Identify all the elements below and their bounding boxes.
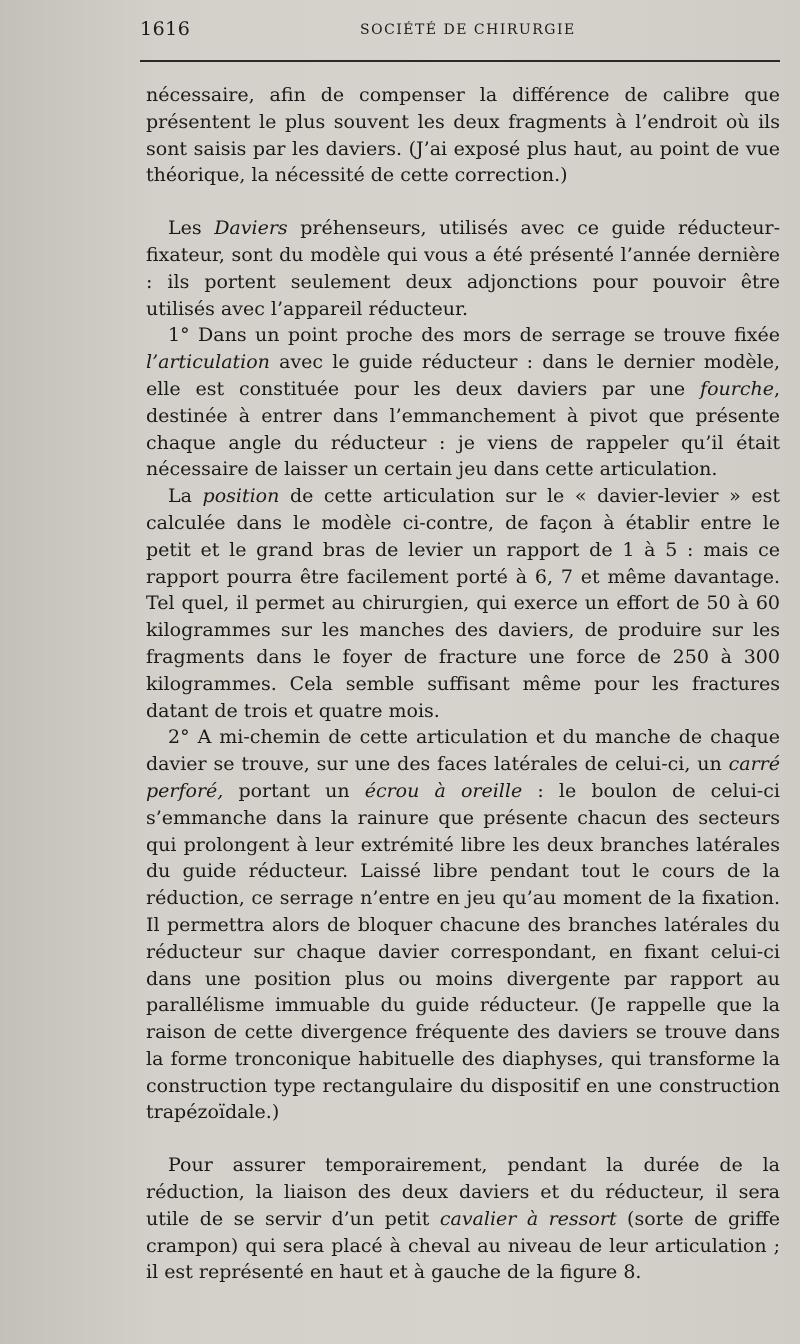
- paragraph-3-text-e: , destinée à entrer dans l’emmanchement à pivot que présente chaque angle du réducteur : je viens de rappeler qu’il était nécessaire de laisser un certain jeu dans cette articulation.: [146, 377, 780, 481]
- running-title: SOCIÉTÉ DE CHIRURGIE: [360, 22, 576, 38]
- paragraph-4-italic-position: position: [202, 485, 280, 508]
- paragraph-2-italic-daviers: Daviers: [214, 217, 288, 240]
- header-rule: [140, 60, 780, 62]
- page-number: 1616: [140, 18, 191, 40]
- paragraph-3: [146, 322, 780, 483]
- paragraph-gap: [146, 1126, 780, 1152]
- paragraph-gap: [146, 189, 780, 215]
- paragraph-5: [146, 724, 780, 1126]
- paragraph-5-text-e: : le boulon de celui-ci s’emmanche dans la rainure que présente chacun des secteurs qui prolongent à leur extrémité libre les deux branches latérales du guide réducteur. Laissé libre pendant tout le cours de la réduction, ce serrage n’entre en jeu qu’au moment de la fixation. Il permettra alors de bloquer chacune des branches latérales du réducteur sur chaque davier correspondant, en fixant celui-ci dans une position plus ou moins divergente par rapport au parallélisme immuable du guide réducteur. (Je rappelle que la raison de cette divergence fréquente des daviers se trouve dans la forme tronconique habituelle des diaphyses, qui transforme la construction type rectangulaire du dispositif en une construction trapézoïdale.): [146, 779, 780, 1124]
- page-header: [140, 18, 780, 46]
- body-text: [146, 82, 780, 1286]
- paragraph-3-italic-fourche: fourche: [700, 377, 774, 400]
- paragraph-2: [146, 215, 780, 322]
- paragraph-2-text-c: préhenseurs, utilisés avec ce guide réducteur-fixateur, sont du modèle qui vous a été présenté l’année dernière : ils portent seulement deux adjonctions pour pouvoir être utilisés avec l’appareil réducteur.: [146, 217, 780, 320]
- paragraph-5-italic-carre-perfore: carré perforé,: [146, 753, 780, 802]
- paragraph-4-text-a: La: [168, 485, 203, 508]
- paragraph-3-text-c: avec le guide réducteur : dans le dernier modèle, elle est constituée pour les deux daviers par une: [146, 351, 780, 400]
- paragraph-4-text-c: de cette articulation sur le « davier-levier » est calculée dans le modèle ci-contre, de façon à établir entre le petit et le grand bras de levier un rapport de 1 à 5 : mais ce rapport pourra être facilement porté à 6, 7 et même davantage. Tel quel, il permet au chirurgien, qui exerce un effort de 50 à 60 kilogrammes sur les manches des daviers, de produire sur les fragments dans le foyer de fracture une force de 250 à 300 kilogrammes. Cela semble suffisant même pour les fractures datant de trois et quatre mois.: [146, 485, 780, 722]
- paragraph-2-text-a: Les: [168, 217, 215, 240]
- paragraph-6-text-c: (sorte de griffe crampon) qui sera placé à cheval au niveau de leur articulation ; il est représenté en haut et à gauche de la figure 8.: [146, 1207, 781, 1284]
- paragraph-5-italic-ecrou: écrou à oreille: [364, 779, 523, 802]
- paragraph-6: [146, 1152, 780, 1286]
- paragraph-5-text-c: portant un: [223, 779, 365, 802]
- paragraph-4: [146, 483, 780, 724]
- paragraph-1: nécessaire, afin de compenser la différence de calibre que présentent le plus souvent les deux fragments à l’endroit où ils sont saisis par les daviers. (J’ai exposé plus haut, au point de vue théorique, la nécessité de cette correction.): [146, 84, 780, 187]
- paragraph-5-text-a: 2° A mi-chemin de cette articulation et du manche de chaque davier se trouve, sur une des faces latérales de celui-ci, un: [146, 726, 780, 776]
- paragraph-6-text-a: Pour assurer temporairement, pendant la durée de la réduction, la liaison des deux daviers et du réducteur, il sera utile de se servir d’un petit: [146, 1154, 780, 1230]
- paragraph-6-italic-cavalier: cavalier à ressort: [439, 1207, 617, 1230]
- paragraph-3-italic-articulation: l’articulation: [146, 351, 270, 374]
- paragraph-3-text-a: 1° Dans un point proche des mors de serrage se trouve fixée: [168, 324, 780, 347]
